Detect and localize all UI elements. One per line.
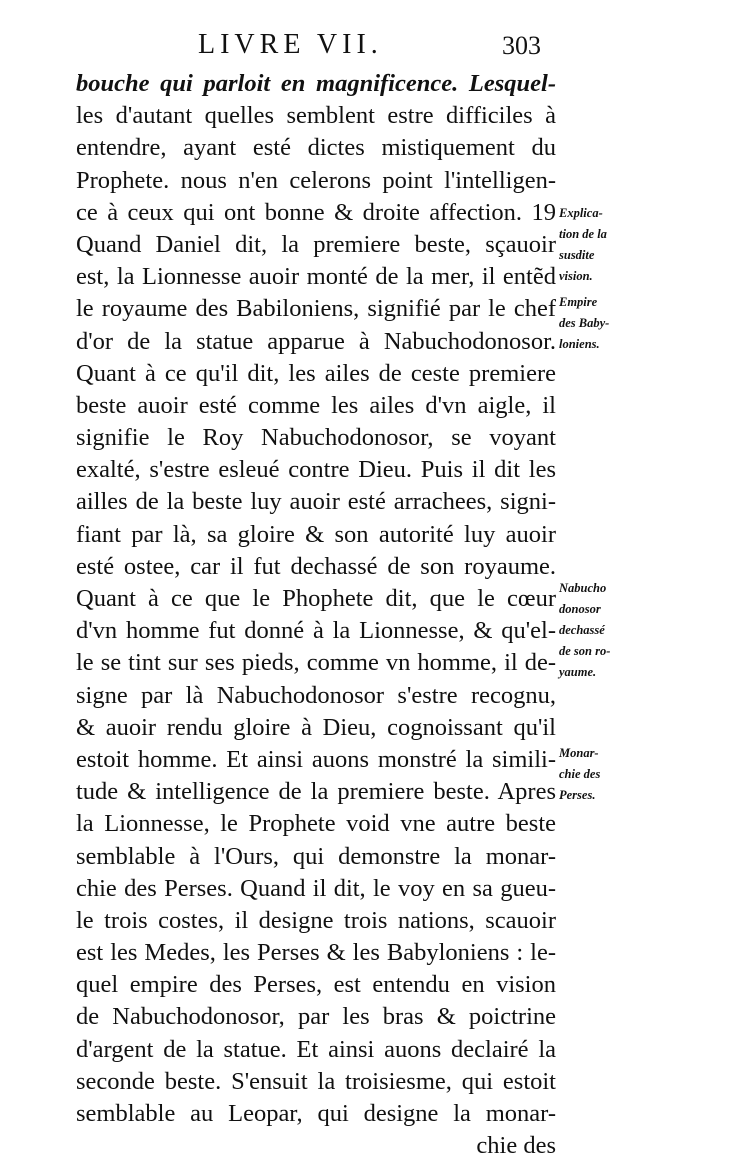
text-line: estoit homme. Et ainsi auons monstré la simili- [76,745,556,773]
margin-note-line: Monar- [559,746,599,760]
text-line: les d'autant quelles semblent estre difficiles à [76,102,556,130]
text-line: de Nabuchodonosor, par les bras & poictrine [76,1003,556,1031]
margin-note-monarchie [559,743,639,806]
text-line: Quant à ce que le Phophete dit, que le cœur [76,585,556,612]
text-line: signe par là Nabuchodonosor s'estre recognu, [76,681,556,709]
margin-note-line: loniens. [559,337,600,351]
margin-note-explication [559,203,639,287]
margin-note-line: yaume. [559,665,597,679]
text-line: ailles de la beste luy auoir esté arrachees, signi- [76,488,556,516]
text-line: est les Medes, les Perses & les Babyloniens : le- [76,939,556,967]
text-line: signifie le Roy Nabuchodonosor, se voyant [76,424,556,452]
text-line: semblable au Leopar, qui designe la monar- [76,1100,556,1127]
text-line: beste auoir esté comme les ailes d'vn aigle, il [76,391,556,419]
margin-note-line: dechassé [559,623,605,637]
text-line: chie des Perses. Quand il dit, le voy en sa gueu- [76,874,556,902]
text-line: Prophete. nous n'en celerons point l'intelligen- [76,166,556,194]
running-title: LIVRE VII. [198,29,383,60]
text-line: d'vn homme fut donné à la Lionnesse, & qu'el- [76,617,556,645]
margin-note-line: Explica- [559,206,603,220]
text-line: le royaume des Babiloniens, signifié par le chef [76,295,556,323]
page-number: 303 [502,31,541,60]
text-line: le se tint sur ses pieds, comme vn homme, il de- [76,649,556,677]
text-line: bouche qui parloit en magnificence. Lesquel- [76,70,556,97]
text-line: fiant par là, sa gloire & son autorité luy auoir [76,520,556,548]
margin-note-line: susdite [559,248,595,262]
margin-note-line: Nabucho [559,581,607,595]
body-text [76,68,556,1162]
text-line: la Lionnesse, le Prophete void vne autre beste [76,810,556,838]
text-line: chie des [476,1132,556,1160]
margin-note-empire [559,292,639,355]
text-line: ce à ceux qui ont bonne & droite affection. 19 [76,198,556,226]
margin-note-line: vision. [559,269,593,283]
margin-note-line: donosor [559,602,601,616]
margin-note-line: Perses. [559,788,596,802]
text-line: esté ostee, car il fut dechassé de son royaume. [76,552,556,580]
text-line: d'or de la statue apparue à Nabuchodonosor. [76,327,556,355]
text-line: entendre, ayant esté dictes mistiquement du [76,134,556,162]
text-line: & auoir rendu gloire à Dieu, cognoissant qu'il [76,713,556,741]
margin-note-line: chie des [559,767,601,781]
margin-note-nabuchodonosor [559,578,639,683]
text-line: seconde beste. S'ensuit la troisiesme, qui estoit [76,1067,556,1095]
text-line: le trois costes, il designe trois nations, scauoir [76,906,556,934]
margin-note-line: de son ro- [559,644,611,658]
margin-note-line: Empire [559,295,598,309]
text-line: tude & intelligence de la premiere beste. Apres [76,778,556,806]
margin-note-line: tion de la [559,227,607,241]
text-line: Quand Daniel dit, la premiere beste, sçauoir [76,230,556,258]
text-line: Quant à ce qu'il dit, les ailes de ceste premiere [76,359,556,387]
margin-note-line: des Baby- [559,316,610,330]
text-line: exalté, s'estre esleué contre Dieu. Puis il dit les [76,456,556,484]
text-line: est, la Lionnesse auoir monté de la mer, il entẽd [76,263,556,291]
text-line: semblable à l'Ours, qui demonstre la monar- [76,842,556,870]
text-line: quel empire des Perses, est entendu en vision [76,971,556,999]
text-line: d'argent de la statue. Et ainsi auons declairé la [76,1035,556,1063]
